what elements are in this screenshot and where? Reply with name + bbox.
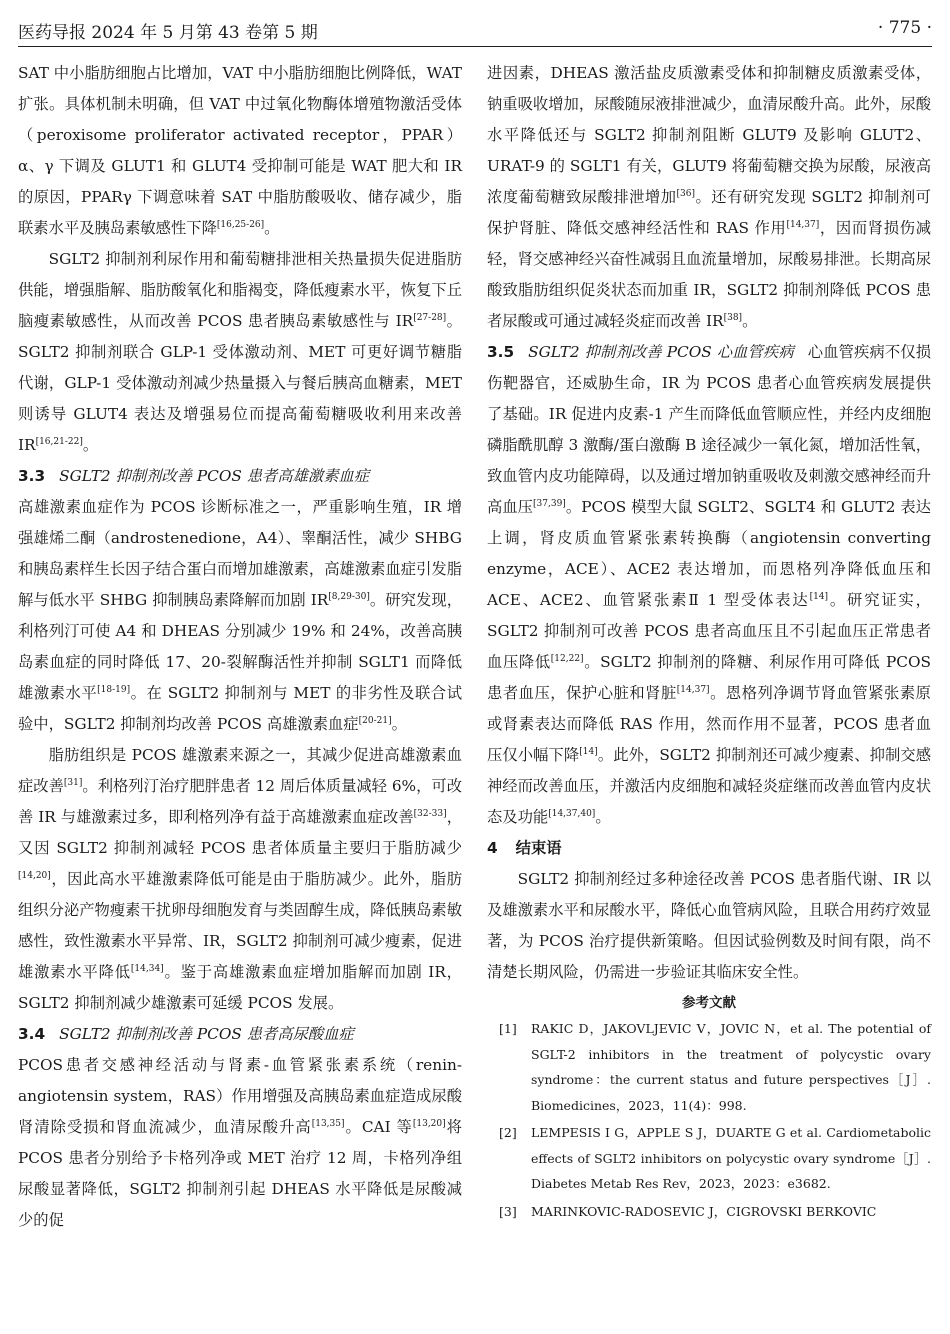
citation[interactable]: [14,37] (676, 685, 710, 695)
citation[interactable]: [20-21] (358, 716, 392, 726)
reference-text: RAKIC D，JAKOVLJEVIC V，JOVIC N，et al. The potential of SGLT-2 inhibitors in the treatment of polycystic ovary syndrome：the current status and future perspectives［J］. Biomedicines，2023，11(4)：998. (531, 1021, 931, 1113)
page-number: · 775 · (877, 18, 932, 38)
citation[interactable]: [14] (809, 592, 829, 602)
paragraph: SGLT2 抑制剂利尿作用和葡萄糖排泄相关热量损失促进脂肪供能，增强脂解、脂肪酸氧化和脂褐变，降低瘦素水平，恢复下丘脑瘦素敏感性，从而改善 PCOS 患者胰岛素敏感性与 IR[27-28]。SGLT2 抑制剂联合 GLP-1 受体激动剂、MET 可更好调节糖脂代谢，GLP-1 受体激动剂减少热量摄入与餐后胰高血糖素，MET 则诱导 GLUT4 表达及增强易位而提高葡萄糖吸收利用来改善 IR[16,21-22]。 (18, 250, 462, 454)
citation[interactable]: [37,39] (533, 499, 566, 509)
conclusion-paragraph: SGLT2 抑制剂经过多种途径改善 PCOS 患者脂代谢、IR 以及雄激素水平和尿酸水平，降低心血管病风险，且联合用药疗效显著，为 PCOS 治疗提供新策略。但因试验例数及时间有限，尚不清楚长期风险，仍需进一步验证其临床安全性。 (487, 870, 931, 981)
citation[interactable]: [14,37,40] (548, 809, 596, 819)
citation[interactable]: [13,35] (311, 1119, 345, 1129)
journal-issue: 医药导报 2024 年 5 月第 43 卷第 5 期 (18, 23, 318, 43)
citation[interactable]: [14] (579, 747, 598, 757)
citation[interactable]: [32-33] (413, 809, 447, 819)
reference-item (487, 1120, 931, 1197)
citation[interactable]: [18-19] (97, 685, 131, 695)
paragraph: 脂肪组织是 PCOS 雄激素来源之一，其减少促进高雄激素血症改善[31]。利格列汀治疗肥胖患者 12 周后体质量减轻 6%，可改善 IR 与雄激素过多，即利格列净有益于高雄激素血症改善[32-33]，又因 SGLT2 抑制剂减轻 PCOS 患者体质量主要归于脂肪减少[14,20]，因此高水平雄激素降低可能是由于脂肪减少。此外，脂肪组织分泌产物瘦素干扰卵母细胞发育与类固醇生成，降低胰岛素敏感性，致性激素水平异常、IR，SGLT2 抑制剂可减少瘦素，促进雄激素水平降低[14,34]。鉴于高雄激素血症增加脂解而加剧 IR，SGLT2 抑制剂减少雄激素可延缓 PCOS 发展。 (18, 746, 462, 1012)
citation[interactable]: [36] (676, 189, 695, 199)
paragraph: SAT 中小脂肪细胞占比增加，VAT 中小脂肪细胞比例降低，WAT 扩张。具体机制未明确，但 VAT 中过氧化物酶体增殖物激活受体（peroxisome proliferator activated receptor，PPAR）α、γ 下调及 GLUT1 和 GLUT4 受抑制可能是 WAT 肥大和 IR 的原因，PPARγ 下调意味着 SAT 中脂肪酸吸收、储存减少，脂联素水平及胰岛素敏感性下降[16,25-26]。 (18, 64, 462, 237)
citation[interactable]: [31] (63, 778, 83, 788)
paragraph: 高雄激素血症作为 PCOS 诊断标准之一，严重影响生殖，IR 增强雄烯二酮（androstenedione，A4）、睾酮活性，减少 SHBG 和胰岛素样生长因子结合蛋白而增加雄激素，高雄激素血症引发脂解与低水平 SHBG 抑制胰岛素降解而加剧 IR[8,29-30]。研究发现，利格列汀可使 A4 和 DHEAS 分别减少 19% 和 24%，改善高胰岛素血症的同时降低 17、20-裂解酶活性并抑制 SGLT1 而降低雄激素水平[18-19]。在 SGLT2 抑制剂与 MET 的非劣性及联合试验中，SGLT2 抑制剂均改善 PCOS 高雄激素血症[20-21]。 (18, 498, 462, 733)
citation[interactable]: [14,37] (786, 220, 820, 230)
citation[interactable]: [14,34] (130, 964, 164, 974)
paragraph: PCOS患者交感神经活动与肾素-血管紧张素系统（renin-angiotensin system，RAS）作用增强及高胰岛素血症造成尿酸肾清除受损和肾血流减少，血清尿酸升高[13,35]。CAI 等[13,20]将 PCOS 患者分别给予卡格列净或 MET 治疗 12 周，卡格列净组尿酸显著降低，SGLT2 抑制剂引起 DHEAS 水平降低是尿酸减少的促 (18, 1056, 462, 1229)
paragraph: 进因素，DHEAS 激活盐皮质激素受体和抑制糖皮质激素受体，钠重吸收增加，尿酸随尿液排泄减少，血清尿酸升高。此外，尿酸水平降低还与 SGLT2 抑制剂阻断 GLUT9 及影响 GLUT2、URAT-9 的 SGLT1 有关，GLUT9 将葡萄糖交换为尿酸，尿液高浓度葡萄糖致尿酸排泄增加[36]。还有研究发现 SGLT2 抑制剂可保护肾脏、降低交感神经活性和 RAS 作用[14,37]，因而肾损伤减轻，肾交感神经兴奋性减弱且血流量增加，尿酸易排泄。长期高尿酸致脂肪组织促炎状态而加重 IR，SGLT2 抑制剂降低 PCOS 患者尿酸或可通过减轻炎症而改善 IR[38]。 (487, 64, 931, 330)
section-heading-4: 4 结束语 (487, 839, 562, 857)
reference-item (487, 1199, 931, 1225)
citation[interactable]: [13,20] (412, 1119, 446, 1129)
citation[interactable]: [38] (723, 313, 743, 323)
right-column (487, 58, 931, 1226)
citation[interactable]: [16,21-22] (35, 437, 83, 447)
references-heading: 参考文献 (682, 995, 736, 1011)
citation[interactable]: [27-28] (413, 313, 447, 323)
citation[interactable]: [16,25-26] (216, 220, 265, 230)
section-heading-3-4: 3.4 SGLT2 抑制剂改善 PCOS 患者高尿酸血症 (18, 1025, 354, 1043)
citation[interactable]: [14,20] (18, 871, 51, 881)
reference-number: [1] (499, 1021, 517, 1036)
section-heading-3-5: 3.5 SGLT2 抑制剂改善 PCOS 心血管疾病 心血管疾病不仅损伤靶器官，还威胁生命，IR 为 PCOS 患者心血管疾病发展提供了基础。IR 促进内皮素-1 产生而降低血管顺应性，并经内皮细胞磷脂酰肌醇 3 激酶/蛋白激酶 B 途径减少一氧化氮，增加活性氧，致血管内皮功能障碍，以及通过增加钠重吸收及刺激交感神经而升高血压[37,39]。PCOS 模型大鼠 SGLT2、SGLT4 和 GLUT2 表达上调，肾皮质血管紧张素转换酶（angiotensin converting enzyme，ACE）、ACE2 表达增加，而恩格列净降低血压和 ACE、ACE2、血管紧张素Ⅱ 1 型受体表达[14]。研究证实，SGLT2 抑制剂可改善 PCOS 患者高血压且不引起血压正常患者血压降低[12,22]。SGLT2 抑制剂的降糖、利尿作用可降低 PCOS 患者血压，保护心脏和肾脏[14,37]。恩格列净调节肾血管紧张素原或肾素表达而降低 RAS 作用，然而作用不显著，PCOS 患者血压仅小幅下降[14]。此外，SGLT2 抑制剂还可减少瘦素、抑制交感神经而改善血压，并激活内皮细胞和减轻炎症继而改善血管内皮状态及功能[14,37,40]。 (487, 343, 931, 826)
running-header (18, 6, 932, 47)
citation[interactable]: [8,29-30] (328, 592, 370, 602)
reference-number: [2] (499, 1125, 517, 1140)
left-column (18, 58, 462, 1236)
reference-number: [3] (499, 1203, 517, 1219)
reference-item (487, 1016, 931, 1118)
section-heading-3-3: 3.3 SGLT2 抑制剂改善 PCOS 患者高雄激素血症 (18, 467, 370, 485)
reference-text: MARINKOVIC-RADOSEVIC J，CIGROVSKI BERKOVIC (531, 1203, 877, 1219)
reference-text: LEMPESIS I G，APPLE S J，DUARTE G et al. Cardiometabolic effects of SGLT2 inhibitors on polycystic ovary syndrome［J］. Diabetes Metab Res Rev，2023，2023：e3682. (531, 1125, 931, 1191)
citation[interactable]: [12,22] (550, 654, 584, 664)
